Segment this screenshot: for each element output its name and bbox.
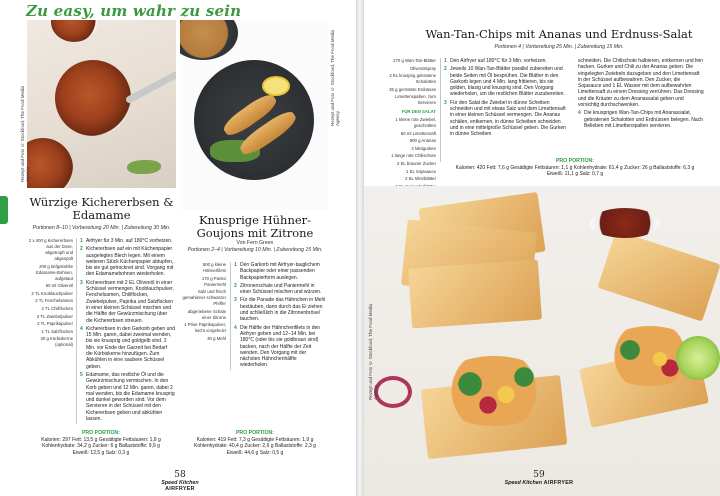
bowl-image [27, 138, 73, 188]
ingredient-item: 1 TL Salzflocken [41, 328, 73, 334]
step-number: 2 [234, 282, 237, 289]
section-header: Zu easy, um wahr zu sein [26, 2, 242, 20]
nutrition-line: Kohlenhydrate: 40,4 g Zucker: 2,6 g Ballaststoffe: 2,3 g [194, 443, 316, 449]
spread-gutter [356, 0, 364, 496]
footer-brand-airfryer: AIRFRYER [543, 480, 574, 486]
page-number: 59 [533, 470, 545, 480]
recipe-step [444, 58, 570, 64]
wonton-chip-image [408, 260, 542, 329]
step-text: Für die Panade das Hähnchen in Mehl bestäuben, dann durch das Ei ziehen und schließlich in die Zitronenbrösel tauchen. [240, 297, 326, 323]
lemon-image [262, 76, 290, 96]
step-text: Zitronenschale und Paniermehl in einer Schüssel mischen und würzen. [240, 282, 322, 296]
photo-credit: Rezept und Foto © Stockfood, The Food Media Agency [20, 86, 30, 182]
ingredient-list [182, 262, 226, 344]
recipe-meta: Portionen 2–4 | Vorbereitung 10 Min. | Zubereitung 15 Min. [187, 247, 323, 253]
onion-image [374, 376, 412, 408]
recipe-meta: Portionen 4 | Vorbereitung 25 Min. | Zubereitung 15 Min. [494, 44, 624, 50]
ingredient-item: 1 Prise Paprikapulver, leicht vorgeheizt [184, 322, 226, 334]
step-number: 2 [444, 66, 447, 73]
ingredient-item: 2 EL knusprig gebratene Schalotten [389, 73, 436, 85]
nutrition-line: Eiweiß: 11,1 g Salz: 0,7 g [546, 171, 604, 177]
step-number: 2 [80, 246, 83, 253]
ingredient-item: 60 ml Olivenöl [45, 283, 73, 289]
step-number: 4 [80, 325, 83, 332]
ingredient-list [26, 238, 73, 350]
recipe-step [234, 297, 326, 322]
nutrition-label: PRO PORTION: [235, 430, 275, 436]
divider [230, 262, 231, 370]
ingredient-item: 35 g geröstete Erdnüsse [389, 86, 436, 92]
step-number: 4 [234, 324, 237, 331]
ingredient-group-label: FÜR DEN SALAT [401, 109, 436, 115]
step-number: 3 [444, 99, 447, 106]
recipe-step [80, 238, 175, 244]
ingredient-item: 170 g Panko Paniermehl [201, 275, 226, 287]
step-text: Jeweils 10 Wan-Tan-Blätter parallel zubereiten und beide Seiten mit Öl besprühen. Die Blätter in den Garkorb legen und 4 Min. lang frittieren, bis sie golden, blasig und knusprig sind. Den Vorgang wiederholen, um die restlichen Blätter zuzubereiten. [450, 66, 565, 98]
recipe-step [234, 262, 326, 281]
recipe-step [234, 283, 326, 296]
step-list [578, 58, 704, 131]
footer-brand: Speed Kitchen [161, 480, 199, 486]
recipe-step [444, 66, 570, 97]
recipe-step [578, 58, 704, 108]
step-number: 3 [234, 297, 237, 304]
page-number: 58 [174, 470, 186, 480]
step-text: Die Hälfte der Hähnchenfilets in den Airfryer geben und 12–14 Min. bei 180°C (oder bis sie goldbraun sind) backen, nach der Hälfte der Zeit wenden. Den Vorgang mit der nächsten Hähnchenhälfte wiederholen. [240, 324, 321, 369]
photo-credit: Rezept und Foto © Stockfood, The Food Media Agency [368, 304, 378, 400]
step-number: 1 [444, 58, 447, 64]
ingredient-item: 2 EL brauner Zucker [396, 160, 436, 166]
step-list [234, 262, 326, 371]
recipe-step [80, 326, 175, 370]
ingredient-item: Limettenspalten, zum Servieren [395, 94, 436, 106]
chickpea-photo [27, 20, 176, 188]
step-number: 5 [80, 371, 83, 378]
step-text: Kichererbsen auf ein mit Küchenpapier ausgelegtes Blech legen. Mit einem weiteren Stück Küchenpapier abtupfen, bis sie gut getrocknet sind. Vorgang mit den Edamamebohnen wiederholen. [86, 246, 174, 278]
ingredient-item: 2 TL Paprikapulver [37, 321, 73, 327]
herb-image [127, 160, 161, 174]
ingredient-item: 30 g Kürbiskerne (optional) [40, 336, 73, 348]
page-tab-marker [0, 196, 8, 224]
ingredient-item: abgeriebene Schale einer Zitrone [187, 308, 226, 320]
divider [76, 238, 77, 424]
ingredient-item: 60 ml Limettensaft [400, 130, 436, 136]
ingredient-item: 2 EL Minzblätter [405, 176, 436, 182]
step-text: Kichererbsen in den Garkorb geben und 15 Min. garen, dabei zweimal wenden, bis sie knusprig und goldgelb sind. 2 Min. vor Ende der Garzeit bei Bedarf die Kürbiskerne hinzufügen. Zum Abkühlen in eine saubere Schüssel geben. [86, 325, 175, 370]
recipe-title: Knusprige Hühner-Goujons mit Zitrone [196, 213, 314, 240]
nutrition-label: PRO PORTION: [81, 430, 121, 436]
recipe-step [578, 110, 704, 129]
ingredient-item: Salz und frisch gemahlener schwarzer Pfeffer [182, 289, 226, 307]
nutrition-box [444, 158, 706, 178]
recipe-step [80, 246, 175, 277]
lime-image [676, 336, 720, 380]
nutrition-line: Kalorien: 420 Fett: 7,6 g Gesättigte Fettsäuren: 1,1 g Kohlenhydrate: 61,4 g Zucker: 26 g Ballaststoffe: 6,3 g [455, 164, 695, 171]
footer-brand: Speed Kitchen [504, 480, 543, 486]
ingredient-item: 30 g Mehl [207, 335, 226, 341]
recipe-title: Würzige Kichererbsen & Edamame [29, 195, 174, 222]
ingredient-item: Olivenölspray [409, 65, 436, 71]
nutrition-label: PRO PORTION: [555, 158, 595, 164]
bowl-image [51, 20, 97, 42]
step-number: 4 [578, 110, 581, 117]
recipe-title: Wan-Tan-Chips mit Ananas und Erdnuss-Salat [425, 27, 693, 41]
step-text: Den Airfryer auf 180°C für 3 Min. vorheizen. [450, 58, 547, 64]
step-text: Edamame, das restliche Öl und die Gewürzmischung vermischen. In den Korb geben und 12 Min. garen, dabei 2 mal wenden, bis die Edamame knusprig und dunkel geworden sind. Vor dem Servieren in der Schüssel mit den Kichererbsen geben und abkühlen lassen. [86, 371, 175, 423]
recipe-step [444, 100, 570, 138]
step-number: 1 [234, 262, 237, 268]
nutrition-line: Kalorien: 419 Fett: 7,3 g Gesättigte Fettsäuren: 1,9 g [196, 436, 314, 443]
step-text: Für den Salat die Zwiebel in dünne Scheiben schneiden und mit etwas Salz und dem Limettensaft in einer kleinen Schüssel vermengen. Die Ananas schälen, entkernen, in dünne Scheiben schneiden und in eine mittelgroße Schüssel geben. Die Gurken in dünne Scheiben [450, 99, 566, 138]
recipe-meta: Portionen 8–10 | Vorbereitung 20 Min. | Zubereitung 30 Min. [32, 225, 171, 231]
footer-brand-airfryer: AIRFRYER [165, 486, 195, 492]
ingredient-item: 500 g kleine Hähnerfilets [202, 262, 226, 273]
ingredient-item: 2 TL Zwiebelpulver [36, 313, 73, 319]
nutrition-box [22, 430, 180, 456]
bowl-image [55, 60, 131, 136]
ingredient-item: 2 TL Chiliflocken [41, 305, 73, 311]
photo-credit: Rezept und Foto © Stockfood, The Food Media Agency [330, 30, 340, 126]
step-text: Airfryer für 3 Min. auf 180°C vorheizen. [86, 238, 173, 244]
nutrition-line: Eiweiß: 12,5 g Salz: 0,3 g [72, 449, 130, 456]
step-number: 3 [80, 279, 83, 286]
chicken-goujons-photo [180, 20, 328, 210]
ingredient-item: 1 kleine rote Zwiebel, geschnitten [395, 116, 436, 128]
wonton-chip-image [597, 230, 720, 321]
divider [440, 58, 441, 162]
step-text: Den Garkorb mit Airfryer-tauglichem Backpapier oder einer passenden Backpapierform auslegen. [240, 262, 320, 281]
ingredient-item: 1 lange rote Chilischote [391, 153, 436, 159]
step-text: schneiden. Die Chilischote halbieren, entkernen und fein hacken. Gurken und Chili zu der Ananas geben. Die eingelegten Zwiebeln dazugeben und den Limettensaft in der Schüssel aufbewahren. Den Zucker, die Sojasauce und 1 EL Wasser mit dem aufbewahrten Limettensaft zu einem Dressing verrühren. Das Dressing und die Kräuter zu dem Ananassalat geben und vorsichtig durchschwenken. [578, 58, 704, 109]
page-footer [150, 470, 210, 492]
page-58 [0, 0, 356, 496]
ingredient-item: 200 g tiefgekühlte Edamame-Bohnen, aufgetaut [35, 263, 73, 281]
nutrition-line: Kalorien: 297 Fett: 13,5 g Gesättigte Fettsäuren: 1,9 g [41, 436, 161, 443]
ingredient-list [380, 58, 436, 191]
ingredient-item: 270 g Wan-Tan-Blätter [393, 58, 436, 63]
plate-image [180, 20, 238, 60]
nutrition-line: Eiweiß: 44,6 g Salz: 0,5 g [226, 449, 284, 456]
ingredient-item: 900 g Ananas [409, 138, 436, 144]
step-list [444, 58, 570, 140]
recipe-step [80, 280, 175, 324]
nutrition-box [180, 430, 330, 456]
step-list [80, 238, 175, 424]
wonton-chips-photo [364, 186, 720, 496]
step-text: Kichererbsen mit 2 EL Olivenöl in einer Schüssel vermengen. Knoblauchpulver, Fenchelsamen, Chiliflocken, Zwiebelpulver, Paprika und Salzflocken in einer kleinen Schüssel mischen und die Hälfte der Gewürzmischung über die Kichererbsen streuen. [86, 279, 174, 324]
page-59 [364, 0, 720, 496]
sauce-bowl-image [590, 208, 660, 238]
salad-topping-image [434, 356, 554, 426]
ingredient-item: 2 TL Fenchelsamen [35, 298, 73, 304]
nutrition-line: Kohlenhydrate: 34,2 g Zucker: 6 g Ballaststoffe: 9,9 g [42, 443, 160, 449]
ingredient-item: 2 x 400 g Kichererbsen aus der Dose, abgetropft und abgespült [28, 238, 73, 261]
recipe-step [80, 372, 175, 422]
page-footer [504, 470, 574, 486]
recipe-author: Von Fern Green [236, 240, 274, 246]
ingredient-item: 2 TL Knoblauchpulver [31, 290, 73, 296]
ingredient-item: 1 EL Sojasauce [406, 168, 436, 174]
spoon-image [125, 71, 176, 104]
recipe-step [234, 325, 326, 369]
step-number: 1 [80, 238, 83, 244]
ingredient-item: 4 Minigurken [411, 145, 436, 151]
step-text: Die knusprigen Wan-Tan-Chips mit Ananassalat, gebratenen Schalotten und Erdnüssen belegen. Nach Belieben mit Limettenspalten servieren. [584, 110, 703, 129]
